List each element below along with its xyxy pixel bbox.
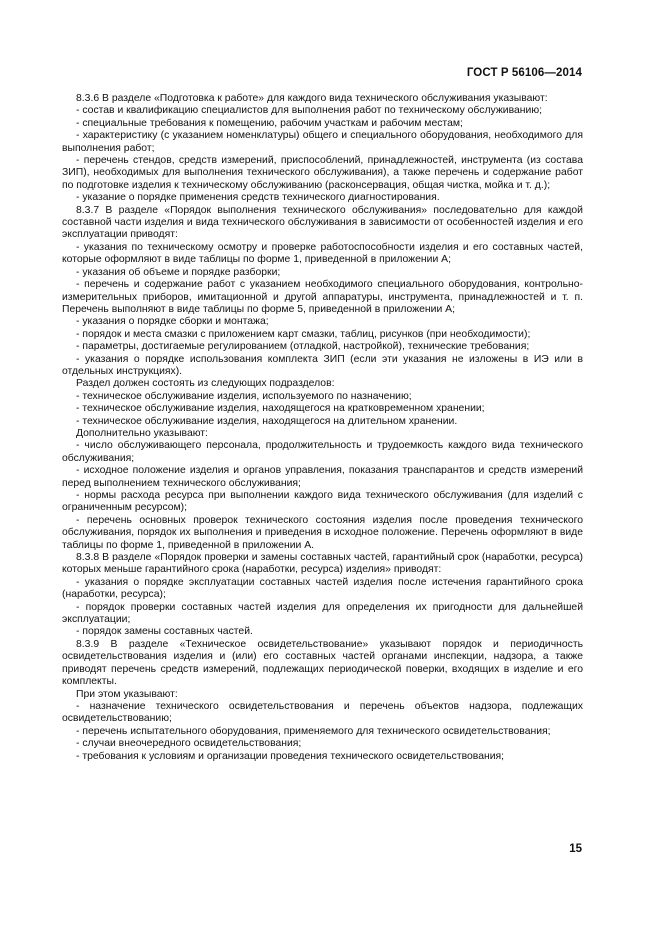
paragraph: - указания о порядке использования комплекта ЗИП (если эти указания не изложены в ИЭ или в отдельных инструкциях). (62, 353, 583, 377)
paragraph: - характеристику (с указанием номенклатуры) общего и специального оборудования, необходимого для выполнения работ; (62, 130, 583, 154)
document-body (62, 93, 583, 763)
paragraph: - требования к условиям и организации проведения технического освидетельствования; (76, 750, 505, 762)
paragraph: - техническое обслуживание изделия, находящегося на кратковременном хранении; (76, 403, 485, 415)
paragraph: - указание о порядке применения средств технического диагностирования. (76, 192, 440, 204)
standard-header: ГОСТ Р 56106—2014 (466, 67, 582, 79)
paragraph: - перечень и содержание работ с указанием необходимого специального оборудования, контрольно-измерительных приборов, имитационной и другой аппаратуры, инструмента, принадлежностей и т. п. Перечень выполняют в виде таблицы по форме 5, приведенной в приложении А; (62, 279, 583, 315)
paragraph: - порядок и места смазки с приложением карт смазки, таблиц, рисунков (при необходимости); (76, 328, 531, 340)
paragraph: - перечень основных проверок технического состояния изделия после проведения технического обслуживания, порядок их выполнения и приведения в исходное положение. Перечень оформляют в виде таблицы по форме 1, приведенной в приложении А. (62, 514, 583, 551)
paragraph: 8.3.6 В разделе «Подготовка к работе» для каждого вида технического обслуживания указывают: (76, 93, 548, 104)
paragraph: - параметры, достигаемые регулированием (отладкой, настройкой), технические требования; (76, 341, 530, 353)
paragraph: - специальные требования к помещению, рабочим участкам и рабочим местам; (76, 117, 463, 129)
paragraph: - нормы расхода ресурса при выполнении каждого вида технического обслуживания (для изделий с ограниченным ресурсом); (62, 490, 583, 514)
paragraph: - назначение технического освидетельствования и перечень объектов надзора, подлежащих освидетельствованию; (62, 700, 583, 725)
paragraph: - указания об объеме и порядке разборки; (76, 266, 281, 278)
paragraph: - состав и квалификацию специалистов для выполнения работ по техническому обслуживанию; (76, 105, 542, 117)
paragraph: - перечень стендов, средств измерений, приспособлений, принадлежностей, инструмента (из состава ЗИП), необходимых для выполнения технического обслуживания), а также перечень и содержание работ по подготовке изделия к техническому обслуживанию (расконсервация, общая чистка, мойка и т. д.); (62, 155, 583, 191)
paragraph: Дополнительно указывают: (76, 427, 208, 439)
paragraph: При этом указывают: (76, 688, 178, 700)
paragraph: 8.3.7 В разделе «Порядок выполнения технического обслуживания» последовательно для каждой составной части изделия и вида технического обслуживания в зависимости от особенностей изделия и его эксплуатации приводят: (62, 204, 583, 241)
paragraph: - перечень испытательного оборудования, применяемого для технического освидетельствования; (76, 725, 551, 737)
paragraph: 8.3.9 В разделе «Техническое освидетельствование» указывают порядок и периодичность освидетельствования изделия и (или) его составных частей органами инспекции, надзора, а также приводят перечень средств измерений, подлежащих периодической поверки, входящих в изделие и его комплекты. (62, 638, 583, 688)
paragraph: - исходное положение изделия и органов управления, показания транспарантов и средств измерений перед выполнением технического обслуживания; (62, 465, 583, 489)
paragraph: - указания о порядке эксплуатации составных частей изделия после истечения гарантийного срока (наработки, ресурса); (62, 576, 583, 601)
paragraph: - техническое обслуживание изделия, находящегося на длительном хранении. (76, 415, 458, 427)
paragraph: - число обслуживающего персонала, продолжительность и трудоемкость каждого вида технического обслуживания; (62, 440, 583, 464)
paragraph: - техническое обслуживание изделия, используемого по назначению; (76, 390, 412, 402)
paragraph: - случаи внеочередного освидетельствования; (76, 738, 302, 750)
paragraph: - порядок проверки составных частей изделия для определения их пригодности для дальнейшей эксплуатации; (62, 601, 583, 626)
paragraph: - указания по техническому осмотру и проверке работоспособности изделия и его составных частей, которые оформляют в виде таблицы по форме 1, приведенной в приложении А; (62, 241, 583, 266)
paragraph: - указания о порядке сборки и монтажа; (76, 316, 269, 328)
paragraph: 8.3.8 В разделе «Порядок проверки и замены составных частей, гарантийный срок (наработки, ресурса) которых меньше гарантийного срока (наработки, ресурса) изделия» приводят: (62, 552, 583, 576)
page-number: 15 (569, 843, 582, 855)
paragraph: - порядок замены составных частей. (76, 626, 253, 638)
paragraph: Раздел должен состоять из следующих подразделов: (76, 378, 335, 390)
